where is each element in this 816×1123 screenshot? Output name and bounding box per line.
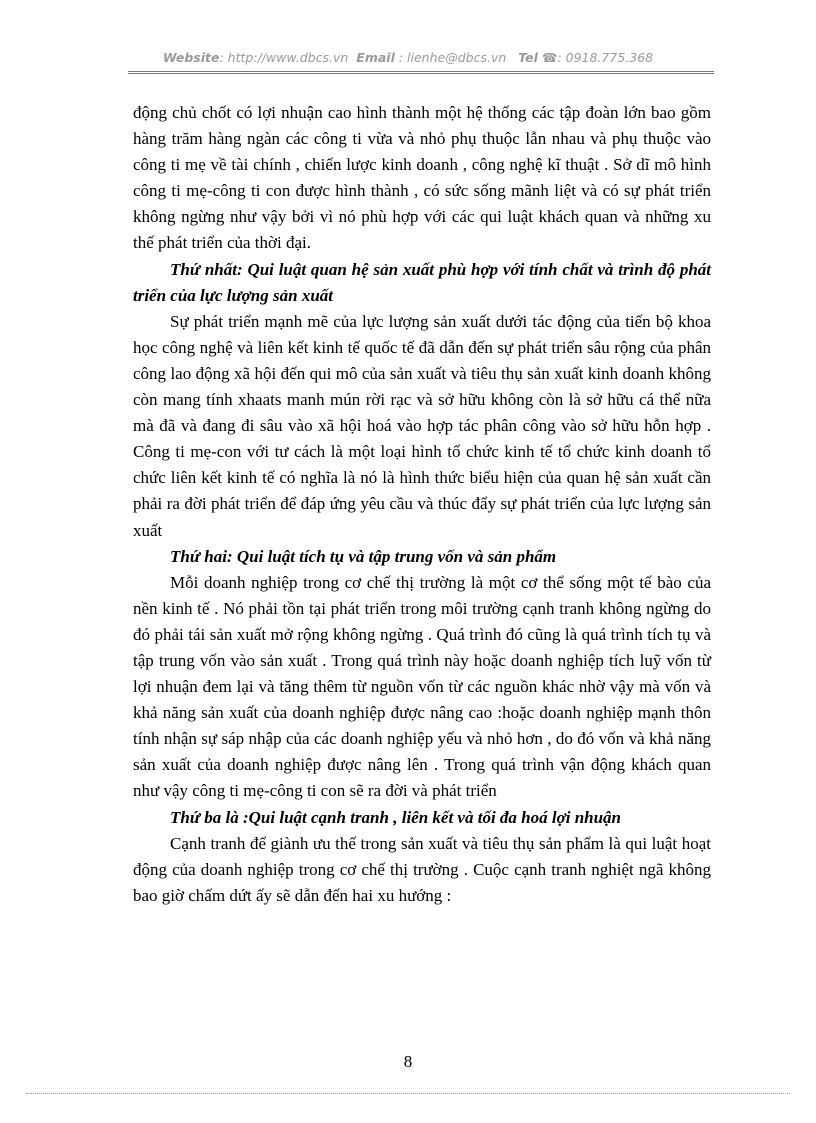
footer-rule (26, 1093, 790, 1094)
heading-law-1: Thứ nhất: Qui luật quan hệ sản xuất phù hợp với tính chất và trình độ phát triển của lực lượng sản xuất (133, 259, 711, 305)
paragraph-intro: động chủ chốt có lợi nhuận cao hình thành một hệ thống các tập đoàn lớn bao gồm hàng trăm hàng ngàn các công ti vừa và nhỏ phụ thuộc lẫn nhau và phụ thuộc vào công ti mẹ về tài chính , chiến lược kinh doanh , công nghệ kĩ thuật . Sở dĩ mô hình công ti mẹ-công ti con được hình thành , có sức sống mãnh liệt và có sự phát triển không ngừng như vậy bởi vì nó phù hợp với các qui luật khách quan và những xu thế phát triển của thời đại. (133, 103, 711, 253)
heading-law-2: Thứ hai: Qui luật tích tụ và tập trung vốn và sản phẩm (170, 546, 557, 566)
tel-label: Tel (518, 50, 538, 65)
header-rule (128, 71, 714, 74)
body-text (133, 100, 711, 909)
paragraph-law-2: Mỗi doanh nghiệp trong cơ chế thị trường là một cơ thể sống một tế bào của nền kinh tế . Nó phải tồn tại phát triển trong môi trường cạnh tranh không ngừng do đó phải tái sản xuất mở rộng không ngừng . Quá trình đó cũng là quá trình tích tụ và tập trung vốn vào sản xuất . Trong quá trình này hoặc doanh nghiệp tích luỹ vốn từ lợi nhuận đem lại và tăng thêm từ nguồn vốn từ các nguồn khác nhờ vậy mà vốn và khả năng sản xuất của doanh nghiệp được nâng cao :hoặc doanh nghiệp mạnh thôn tính nhận sự sáp nhập của các doanh nghiệp yếu và nhỏ hơn , do đó vốn và khả năng sản xuất của doanh nghiệp được nâng lên . Trong quá trình vận động khách quan như vậy công ti mẹ-công ti con sẽ ra đời và phát triển (133, 572, 711, 801)
tel-value: : 0918.775.368 (557, 50, 654, 65)
email-label: Email (356, 50, 395, 65)
phone-icon: ☎ (541, 50, 558, 65)
page-number: 8 (403, 1052, 413, 1071)
page-header (0, 50, 816, 65)
paragraph-law-1: Sự phát triển mạnh mẽ của lực lượng sản xuất dưới tác động của tiến bộ khoa học công nghệ và liên kết kinh tế quốc tế đã dẫn đến sự phát triển sâu rộng của phân công lao động xã hội đến qui mô của sản xuất và tiêu thụ sản xuất kinh doanh không còn mang tính xhaats manh mún rời rạc và sở hữu không còn là sở hữu cá thể nữa mà đã và đang đi sâu vào xã hội hoá vào hợp tác phân công vào sở hữu hỗn hợp . Công ti mẹ-con với tư cách là một loại hình tổ chức kinh tế tổ chức kinh doanh tổ chức liên kết kinh tế có nghĩa là nó là hình thức biểu hiện của quan hệ sản xuất cần phải ra đời phát triển để đáp ứng yêu cầu và thúc đẩy sự phát triển của lực lượng sản xuất (133, 311, 711, 540)
heading-law-3: Thứ ba là :Qui luật cạnh tranh , liên kết và tối đa hoá lợi nhuận (170, 807, 622, 827)
website-value[interactable]: : http://www.dbcs.vn (219, 50, 349, 65)
paragraph-law-3: Cạnh tranh để giành ưu thế trong sản xuất và tiêu thụ sản phẩm là qui luật hoạt động của doanh nghiệp trong cơ chế thị trường . Cuộc cạnh tranh nghiệt ngã không bao giờ chấm dứt ấy sẽ dẫn đến hai xu hướng : (133, 833, 711, 905)
email-value[interactable]: : lienhe@dbcs.vn (398, 50, 507, 65)
website-label: Website (162, 50, 220, 65)
